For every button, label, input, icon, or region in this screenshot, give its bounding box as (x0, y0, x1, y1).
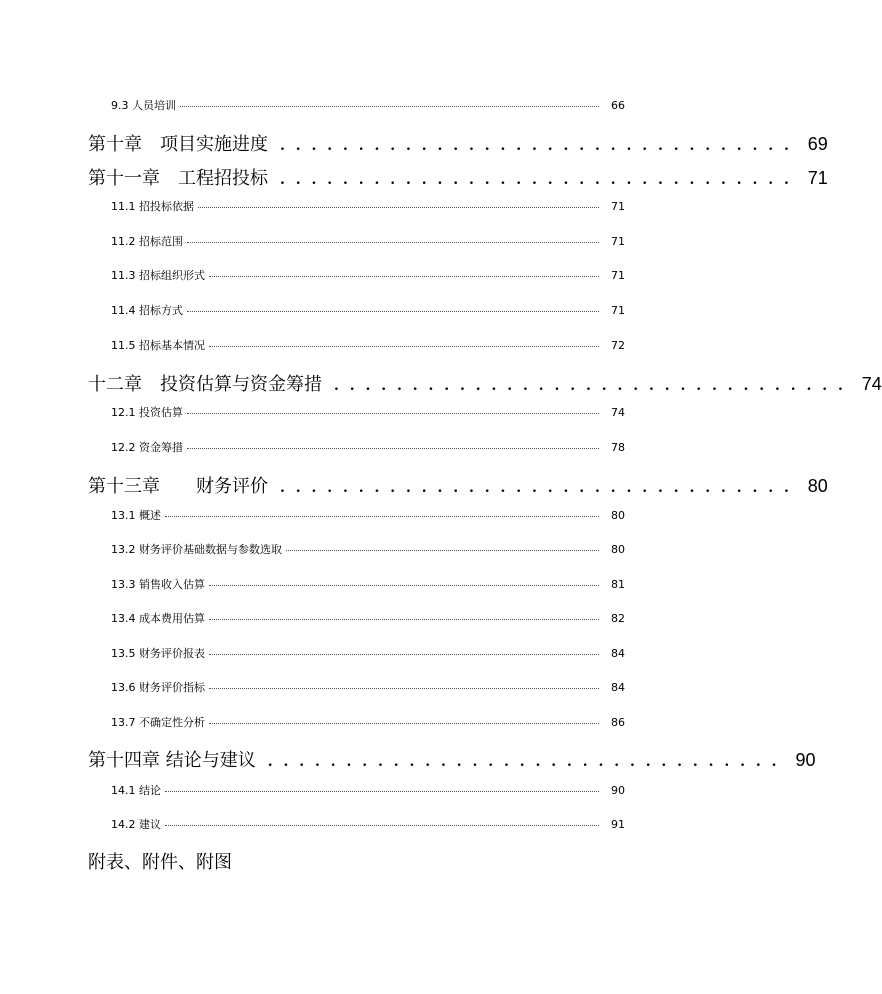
toc-chapter-title: 第十一章 工程招投标 (88, 168, 268, 189)
toc-entry-title: 13.5 财务评价报表 (111, 647, 205, 660)
toc-entry-page: 81 (611, 578, 625, 591)
toc-entry-11-2[interactable] (111, 233, 625, 249)
toc-entry-13-3[interactable] (111, 576, 625, 592)
toc-entry-11-1[interactable] (111, 198, 625, 214)
appendix-heading[interactable]: 附表、附件、附图 (88, 852, 232, 873)
toc-chapter-title: 第十章 项目实施进度 (88, 134, 268, 155)
toc-entry-page: 84 (611, 681, 625, 694)
toc-entry-11-5[interactable] (111, 337, 625, 353)
dot-leader (180, 97, 599, 107)
toc-chapter-page: 71 (807, 168, 828, 188)
toc-chapter-11[interactable] (88, 164, 828, 189)
toc-entry-title: 14.1 结论 (111, 784, 161, 797)
toc-entry-page: 66 (611, 99, 625, 112)
toc-entry-9-3[interactable] (111, 97, 625, 113)
toc-entry-page: 71 (611, 235, 625, 248)
toc-entry-title: 11.4 招标方式 (111, 304, 183, 317)
toc-entry-13-2[interactable] (111, 541, 625, 557)
toc-entry-11-4[interactable] (111, 302, 625, 318)
dot-leader (286, 541, 599, 551)
dot-leader (165, 782, 599, 792)
toc-entry-title: 11.2 招标范围 (111, 235, 183, 248)
dot-leader: . . . . . . . . . . . . . . . . . . . . . . . . . . . . . . . . . (280, 138, 792, 154)
toc-chapter-12[interactable] (88, 370, 882, 395)
toc-entry-13-5[interactable] (111, 645, 625, 661)
toc-entry-page: 78 (611, 441, 625, 454)
dot-leader (209, 610, 599, 620)
toc-entry-14-1[interactable] (111, 782, 625, 798)
dot-leader (187, 439, 599, 449)
dot-leader (187, 404, 599, 414)
toc-chapter-page: 90 (795, 750, 816, 770)
toc-entry-title: 13.1 概述 (111, 509, 161, 522)
dot-leader (209, 645, 599, 655)
toc-entry-title: 13.7 不确定性分析 (111, 716, 205, 729)
toc-entry-title: 13.6 财务评价指标 (111, 681, 205, 694)
toc-entry-13-7[interactable] (111, 714, 625, 730)
toc-entry-title: 13.4 成本费用估算 (111, 612, 205, 625)
dot-leader (209, 576, 599, 586)
dot-leader (209, 267, 599, 277)
toc-chapter-page: 74 (861, 374, 882, 394)
toc-chapter-title: 第十四章 结论与建议 (88, 750, 256, 771)
toc-entry-page: 71 (611, 304, 625, 317)
toc-entry-page: 74 (611, 406, 625, 419)
dot-leader: . . . . . . . . . . . . . . . . . . . . . . . . . . . . . . . . . (334, 378, 846, 394)
toc-entry-page: 71 (611, 200, 625, 213)
dot-leader (187, 233, 599, 243)
toc-entry-12-2[interactable] (111, 439, 625, 455)
toc-entry-page: 91 (611, 818, 625, 831)
dot-leader (165, 507, 599, 517)
toc-entry-page: 86 (611, 716, 625, 729)
dot-leader (209, 679, 599, 689)
toc-entry-page: 80 (611, 509, 625, 522)
dot-leader (198, 198, 599, 208)
toc-chapter-title: 十二章 投资估算与资金筹措 (88, 374, 322, 395)
dot-leader: . . . . . . . . . . . . . . . . . . . . . . . . . . . . . . . . . (280, 172, 792, 188)
toc-entry-12-1[interactable] (111, 404, 625, 420)
toc-entry-title: 11.5 招标基本情况 (111, 339, 205, 352)
toc-chapter-10[interactable] (88, 130, 828, 155)
toc-chapter-page: 69 (807, 134, 828, 154)
toc-chapter-14[interactable] (88, 746, 816, 771)
dot-leader: . . . . . . . . . . . . . . . . . . . . . . . . . . . . . . . . . (280, 480, 792, 496)
toc-entry-page: 84 (611, 647, 625, 660)
dot-leader: . . . . . . . . . . . . . . . . . . . . . . . . . . . . . . . . . (267, 754, 780, 770)
toc-entry-title: 13.3 销售收入估算 (111, 578, 205, 591)
toc-chapter-page: 80 (807, 476, 828, 496)
dot-leader (187, 302, 599, 312)
toc-chapter-13[interactable] (88, 472, 828, 497)
toc-entry-title: 13.2 财务评价基础数据与参数选取 (111, 543, 282, 556)
toc-entry-title: 11.1 招投标依据 (111, 200, 194, 213)
toc-entry-14-2[interactable] (111, 816, 625, 832)
toc-entry-page: 82 (611, 612, 625, 625)
toc-entry-13-4[interactable] (111, 610, 625, 626)
toc-entry-13-6[interactable] (111, 679, 625, 695)
toc-entry-title: 14.2 建议 (111, 818, 161, 831)
toc-entry-page: 80 (611, 543, 625, 556)
toc-entry-title: 9.3 人员培训 (111, 99, 176, 112)
toc-entry-page: 72 (611, 339, 625, 352)
toc-entry-page: 90 (611, 784, 625, 797)
toc-entry-page: 71 (611, 269, 625, 282)
toc-entry-title: 11.3 招标组织形式 (111, 269, 205, 282)
dot-leader (165, 816, 599, 826)
dot-leader (209, 714, 599, 724)
toc-entry-11-3[interactable] (111, 267, 625, 283)
toc-entry-13-1[interactable] (111, 507, 625, 523)
toc-entry-title: 12.2 资金筹措 (111, 441, 183, 454)
dot-leader (209, 337, 599, 347)
toc-chapter-title: 第十三章 财务评价 (88, 476, 268, 497)
toc-entry-title: 12.1 投资估算 (111, 406, 183, 419)
